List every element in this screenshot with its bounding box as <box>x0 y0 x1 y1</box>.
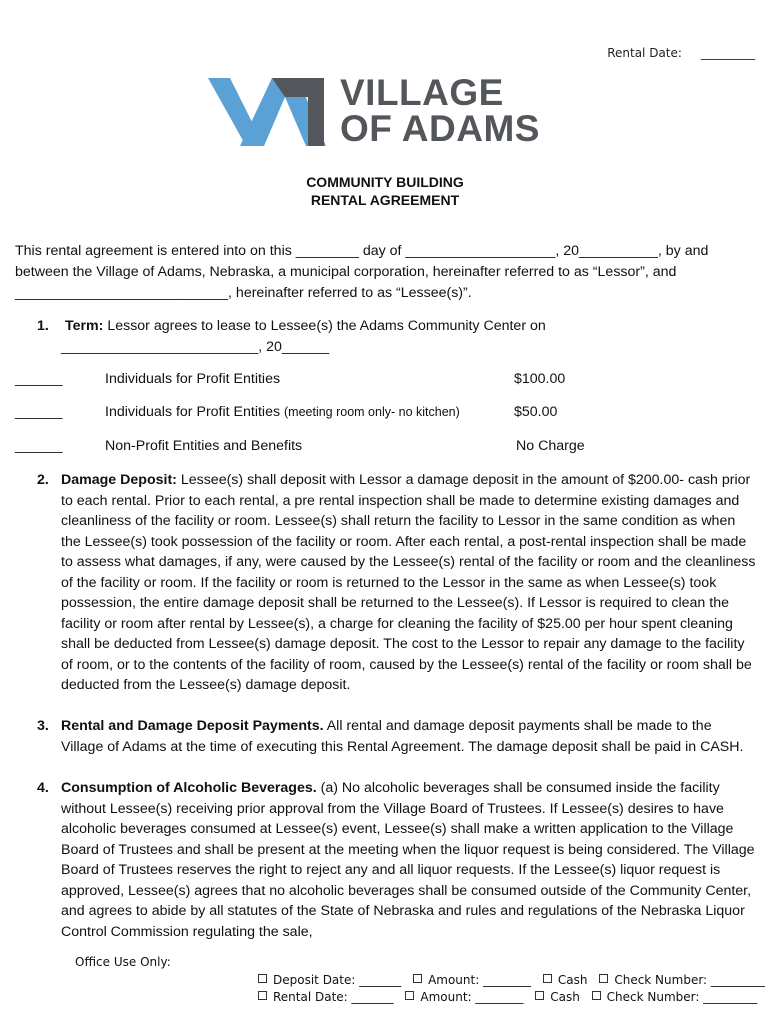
fee-amount: No Charge <box>516 438 585 454</box>
fee-blank: ______ <box>15 438 63 454</box>
deposit-heading: Damage Deposit: <box>61 472 177 488</box>
term-text: Lessor agrees to lease to Lessee(s) the Adams Community Center on <box>103 318 546 334</box>
fee-blank: ______ <box>15 404 63 420</box>
deposit-date-checkbox[interactable] <box>258 974 267 983</box>
rental-date-row-label: Rental Date: _______ <box>273 990 394 1004</box>
fee-label: Individuals for Profit Entities <box>105 371 281 387</box>
rental-cash-label: Cash <box>550 990 580 1004</box>
term-date-line: _________________________, 20______ <box>61 338 330 355</box>
fee-row <box>0 371 770 391</box>
alcohol-text: (a) No alcoholic beverages shall be consumed inside the facility without Lessee(s) receiving prior approval from the Village Board of Trustees. If Lessee(s) desires to have alcoholic beverages consumed at Lessee(s) event, Lessee(s) shall make a written application to the Village Board of Trustees and shall be present at the meeting when the liquor request is being considered. The Village Board of Trustees reserves the right to reject any and all liquor requests. If the Lessee(s) liquor request is approved, Lessee(s) agrees that no alcoholic beverages shall be consumed outside of the Community Center, and agrees to abide by all statutes of the State of Nebraska and rules and regulations of the Nebraska Liquor Control Commission regulating the sale, <box>61 780 755 940</box>
alcohol-number: 4. <box>37 780 49 796</box>
deposit-cash-label: Cash <box>557 973 588 987</box>
logo-line-2: OF ADAMS <box>340 108 540 149</box>
payments-number: 3. <box>37 718 49 734</box>
title-line-2: RENTAL AGREEMENT <box>310 192 460 208</box>
fee-label: Non-Profit Entities and Benefits <box>105 438 303 454</box>
fee-note: (meeting room only- no kitchen) <box>284 405 460 419</box>
deposit-date-label: Deposit Date: _______ <box>273 973 402 987</box>
alcohol-heading: Consumption of Alcoholic Beverages. <box>61 780 317 796</box>
office-row-rental <box>258 990 765 1004</box>
term-body <box>61 316 760 357</box>
office-use-label: Office Use Only: <box>75 955 171 969</box>
title-line-1: COMMUNITY BUILDING <box>306 174 464 190</box>
deposit-number: 2. <box>37 472 49 488</box>
deposit-check-checkbox[interactable] <box>599 974 608 983</box>
alcohol-body <box>61 778 756 942</box>
rental-date-checkbox[interactable] <box>258 991 267 1000</box>
fee-row <box>0 404 770 424</box>
payments-heading: Rental and Damage Deposit Payments. <box>61 718 324 734</box>
fee-blank: ______ <box>15 371 63 387</box>
deposit-amount-checkbox[interactable] <box>413 974 422 983</box>
rental-check-checkbox[interactable] <box>592 991 601 1000</box>
deposit-check-label: Check Number: _________ <box>614 973 765 987</box>
payments-text: All rental and damage deposit payments shall be made to the Village of Adams at the time of executing this Rental Agreement. The damage deposit shall be paid in CASH. <box>61 718 744 755</box>
document-title <box>0 173 770 209</box>
village-logo <box>208 72 568 155</box>
rental-amount-label: Amount: ________ <box>420 990 524 1004</box>
fee-amount: $50.00 <box>514 404 558 420</box>
fee-row <box>0 438 770 458</box>
deposit-body <box>61 470 756 696</box>
logo-line-1: VILLAGE <box>340 72 504 113</box>
fee-amount: $100.00 <box>514 371 566 387</box>
rental-date-label: Rental Date: <box>607 46 682 60</box>
fee-label: Individuals for Profit Entities (meeting room only- no kitchen) <box>105 404 460 420</box>
rental-amount-checkbox[interactable] <box>405 991 414 1000</box>
deposit-amount-label: Amount: ________ <box>428 973 532 987</box>
rental-check-label: Check Number: _________ <box>606 990 758 1004</box>
rental-date-blank: _________ <box>701 46 755 60</box>
term-heading: Term: <box>65 318 104 334</box>
va-logo-mark-icon <box>208 75 338 147</box>
rental-date <box>607 46 755 60</box>
term-number: 1. <box>37 318 49 334</box>
rental-cash-checkbox[interactable] <box>535 991 544 1000</box>
office-row-deposit <box>258 973 770 987</box>
intro-paragraph: This rental agreement is entered into on this ________ day of ___________________, 20__________, by and between the Village of Adams, Nebraska, a municipal corporation, hereinafter referred to as “Lessor”, and ___________________________, hereinafter referred to as “Lessee(s)”. <box>15 243 709 301</box>
deposit-cash-checkbox[interactable] <box>543 974 552 983</box>
payments-body <box>61 716 756 757</box>
logo-wordmark <box>340 72 540 149</box>
deposit-text: Lessee(s) shall deposit with Lessor a damage deposit in the amount of $200.00- cash prior to each rental. Prior to each rental, a pre rental inspection shall be made to determine existing damages and cleanliness of the facility or room. Lessee(s) shall return the facility to Lessor in the same condition as when the Lessee(s) took possession of the facility or room. After each rental, a post-rental inspection shall be made to assess what damages, if any, were caused by the Lessee(s) rental of the facility or room and the cleanliness of the facility or room. If the facility or room is returned to the Lessor in the same as when Lessee(s) took possession, the entire damage deposit shall be returned to the Lessee(s). If Lessor is required to clean the facility or room after rental by Lessee(s), a charge for cleaning the facility of $25.00 per hour spent cleaning shall be deducted from Lessee(s) damage deposit. The cost to the Lessor to repair any damage to the facility of room, or to the contents of the facility of room, caused by the Lessee(s) rental of the facility or room shall be deducted from the Lessee(s) damage deposit. <box>61 472 756 693</box>
